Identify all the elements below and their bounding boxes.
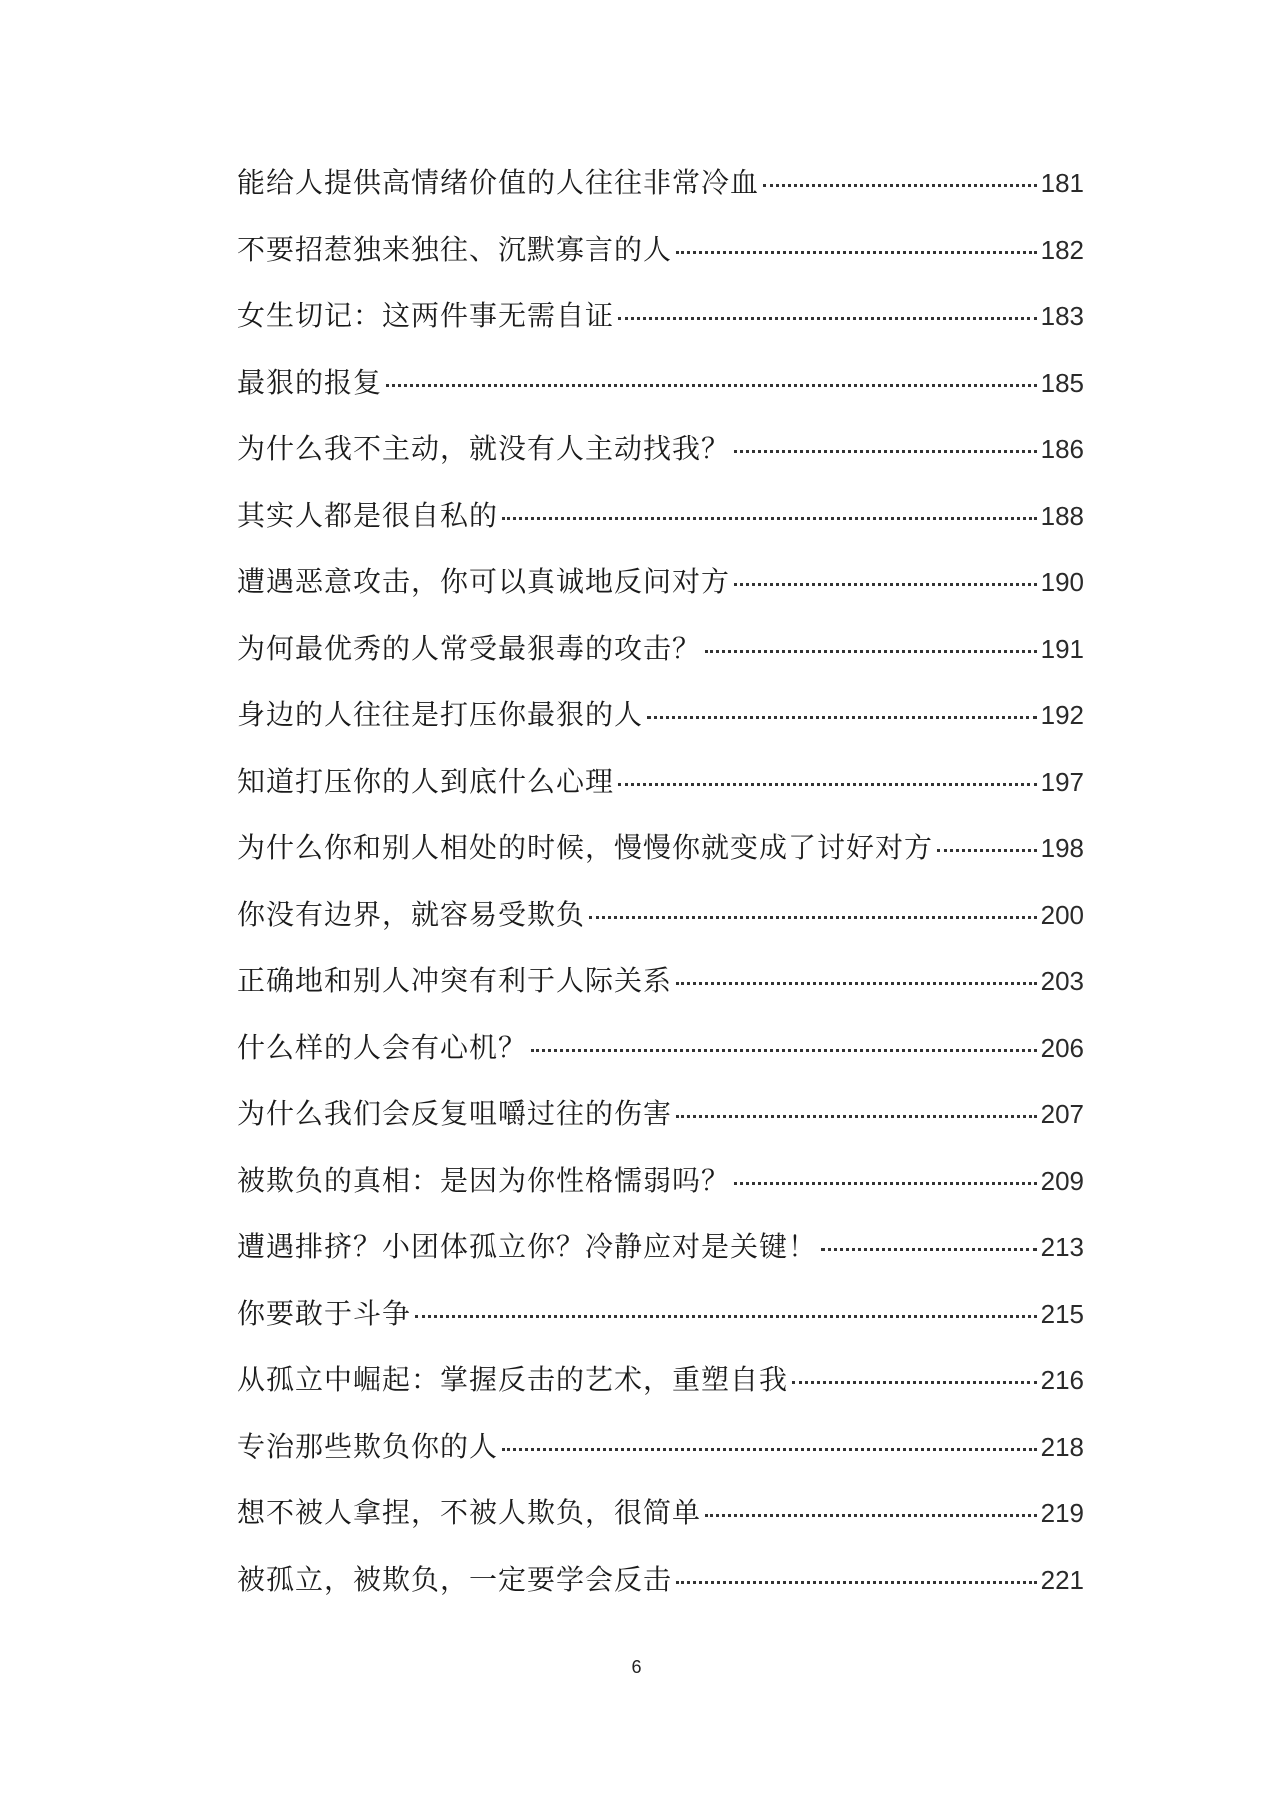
- toc-entry-page: 197: [1040, 766, 1084, 797]
- toc-entry-page: 181: [1040, 168, 1084, 198]
- toc-dot-leader: [792, 1381, 1037, 1384]
- toc-entry[interactable]: [237, 363, 1084, 430]
- toc-entry[interactable]: [237, 562, 1084, 629]
- toc-entry-title: 为什么你和别人相处的时候，慢慢你就变成了讨好对方: [237, 831, 934, 864]
- toc-entry-title: 被欺负的真相：是因为你性格懦弱吗？: [237, 1163, 731, 1197]
- toc-entry[interactable]: [237, 961, 1084, 1028]
- toc-entry[interactable]: [237, 1227, 1084, 1294]
- toc-dot-leader: [705, 1514, 1037, 1517]
- toc-entry-page: 219: [1040, 1498, 1084, 1528]
- toc-entry-title: 你要敢于斗争: [237, 1296, 412, 1330]
- toc-entry-title: 从孤立中崛起：掌握反击的艺术，重塑自我: [237, 1363, 789, 1396]
- toc-entry[interactable]: [237, 1161, 1084, 1228]
- toc-entry-title: 为什么我们会反复咀嚼过往的伤害: [237, 1097, 673, 1130]
- toc-entry-page: 185: [1040, 367, 1084, 398]
- toc-entry[interactable]: [237, 695, 1084, 762]
- toc-entry[interactable]: [237, 429, 1084, 496]
- toc-entry-page: 192: [1040, 700, 1084, 730]
- toc-entry-page: 186: [1040, 434, 1084, 464]
- toc-entry-page: 207: [1040, 1099, 1084, 1129]
- toc-entry-page: 200: [1040, 899, 1084, 930]
- toc-entry-title: 遭遇排挤？小团体孤立你？冷静应对是关键！: [237, 1230, 818, 1263]
- toc-dot-leader: [531, 1049, 1037, 1052]
- toc-entry-title: 遭遇恶意攻击，你可以真诚地反问对方: [237, 565, 731, 598]
- toc-dot-leader: [734, 583, 1037, 586]
- toc-dot-leader: [618, 783, 1037, 786]
- toc-entry[interactable]: [237, 1294, 1084, 1361]
- toc-entry-page: 190: [1040, 567, 1084, 597]
- toc-entry-page: 221: [1040, 1564, 1084, 1595]
- toc-entry[interactable]: [237, 895, 1084, 962]
- toc-entry[interactable]: [237, 1427, 1084, 1494]
- toc-dot-leader: [676, 1115, 1037, 1118]
- toc-entry[interactable]: [237, 762, 1084, 829]
- table-of-contents: [237, 163, 1084, 1626]
- toc-dot-leader: [502, 1448, 1037, 1451]
- toc-entry-title: 女生切记：这两件事无需自证: [237, 299, 615, 332]
- toc-dot-leader: [618, 317, 1037, 320]
- toc-dot-leader: [589, 916, 1037, 919]
- toc-entry-page: 213: [1040, 1232, 1084, 1262]
- toc-dot-leader: [386, 384, 1037, 387]
- toc-entry-page: 188: [1040, 500, 1084, 531]
- toc-entry-title: 最狠的报复: [237, 365, 383, 399]
- toc-entry[interactable]: [237, 230, 1084, 297]
- toc-entry[interactable]: [237, 163, 1084, 230]
- toc-entry-page: 182: [1040, 234, 1084, 265]
- toc-dot-leader: [705, 650, 1037, 653]
- toc-entry-page: 216: [1040, 1365, 1084, 1395]
- toc-entry-title: 专治那些欺负你的人: [237, 1429, 499, 1463]
- toc-entry[interactable]: [237, 296, 1084, 363]
- toc-dot-leader: [647, 716, 1037, 719]
- toc-entry-page: 198: [1040, 833, 1084, 863]
- toc-dot-leader: [502, 517, 1037, 520]
- toc-dot-leader: [763, 184, 1037, 187]
- toc-entry-title: 其实人都是很自私的: [237, 498, 499, 532]
- toc-dot-leader: [676, 251, 1037, 254]
- toc-entry[interactable]: [237, 496, 1084, 563]
- toc-entry-page: 209: [1040, 1165, 1084, 1196]
- toc-dot-leader: [734, 1182, 1037, 1185]
- toc-entry-title: 你没有边界，就容易受欺负: [237, 897, 586, 931]
- toc-entry[interactable]: [237, 629, 1084, 696]
- toc-dot-leader: [676, 982, 1037, 985]
- toc-entry-page: 215: [1040, 1298, 1084, 1329]
- toc-entry-title: 想不被人拿捏，不被人欺负，很简单: [237, 1496, 702, 1529]
- toc-entry[interactable]: [237, 1028, 1084, 1095]
- toc-entry-page: 183: [1040, 301, 1084, 331]
- toc-entry[interactable]: [237, 1493, 1084, 1560]
- toc-entry-page: 206: [1040, 1032, 1084, 1063]
- toc-entry-page: 203: [1040, 966, 1084, 996]
- toc-entry-title: 为什么我不主动，就没有人主动找我？: [237, 432, 731, 465]
- toc-entry-title: 知道打压你的人到底什么心理: [237, 764, 615, 798]
- toc-entry[interactable]: [237, 828, 1084, 895]
- toc-entry-title: 什么样的人会有心机？: [237, 1030, 528, 1064]
- toc-entry-title: 能给人提供高情绪价值的人往往非常冷血: [237, 166, 760, 199]
- toc-entry[interactable]: [237, 1360, 1084, 1427]
- toc-dot-leader: [937, 849, 1037, 852]
- toc-dot-leader: [415, 1315, 1037, 1318]
- toc-entry[interactable]: [237, 1560, 1084, 1627]
- toc-entry-title: 不要招惹独来独往、沉默寡言的人: [237, 232, 673, 266]
- toc-entry[interactable]: [237, 1094, 1084, 1161]
- toc-entry-title: 正确地和别人冲突有利于人际关系: [237, 964, 673, 997]
- toc-dot-leader: [676, 1581, 1037, 1584]
- toc-entry-page: 218: [1040, 1431, 1084, 1462]
- toc-entry-title: 为何最优秀的人常受最狠毒的攻击？: [237, 631, 702, 665]
- toc-entry-title: 身边的人往往是打压你最狠的人: [237, 698, 644, 731]
- toc-entry-page: 191: [1040, 633, 1084, 664]
- toc-entry-title: 被孤立，被欺负，一定要学会反击: [237, 1562, 673, 1596]
- toc-dot-leader: [734, 450, 1037, 453]
- toc-dot-leader: [821, 1248, 1037, 1251]
- page-number: 6: [631, 1657, 642, 1677]
